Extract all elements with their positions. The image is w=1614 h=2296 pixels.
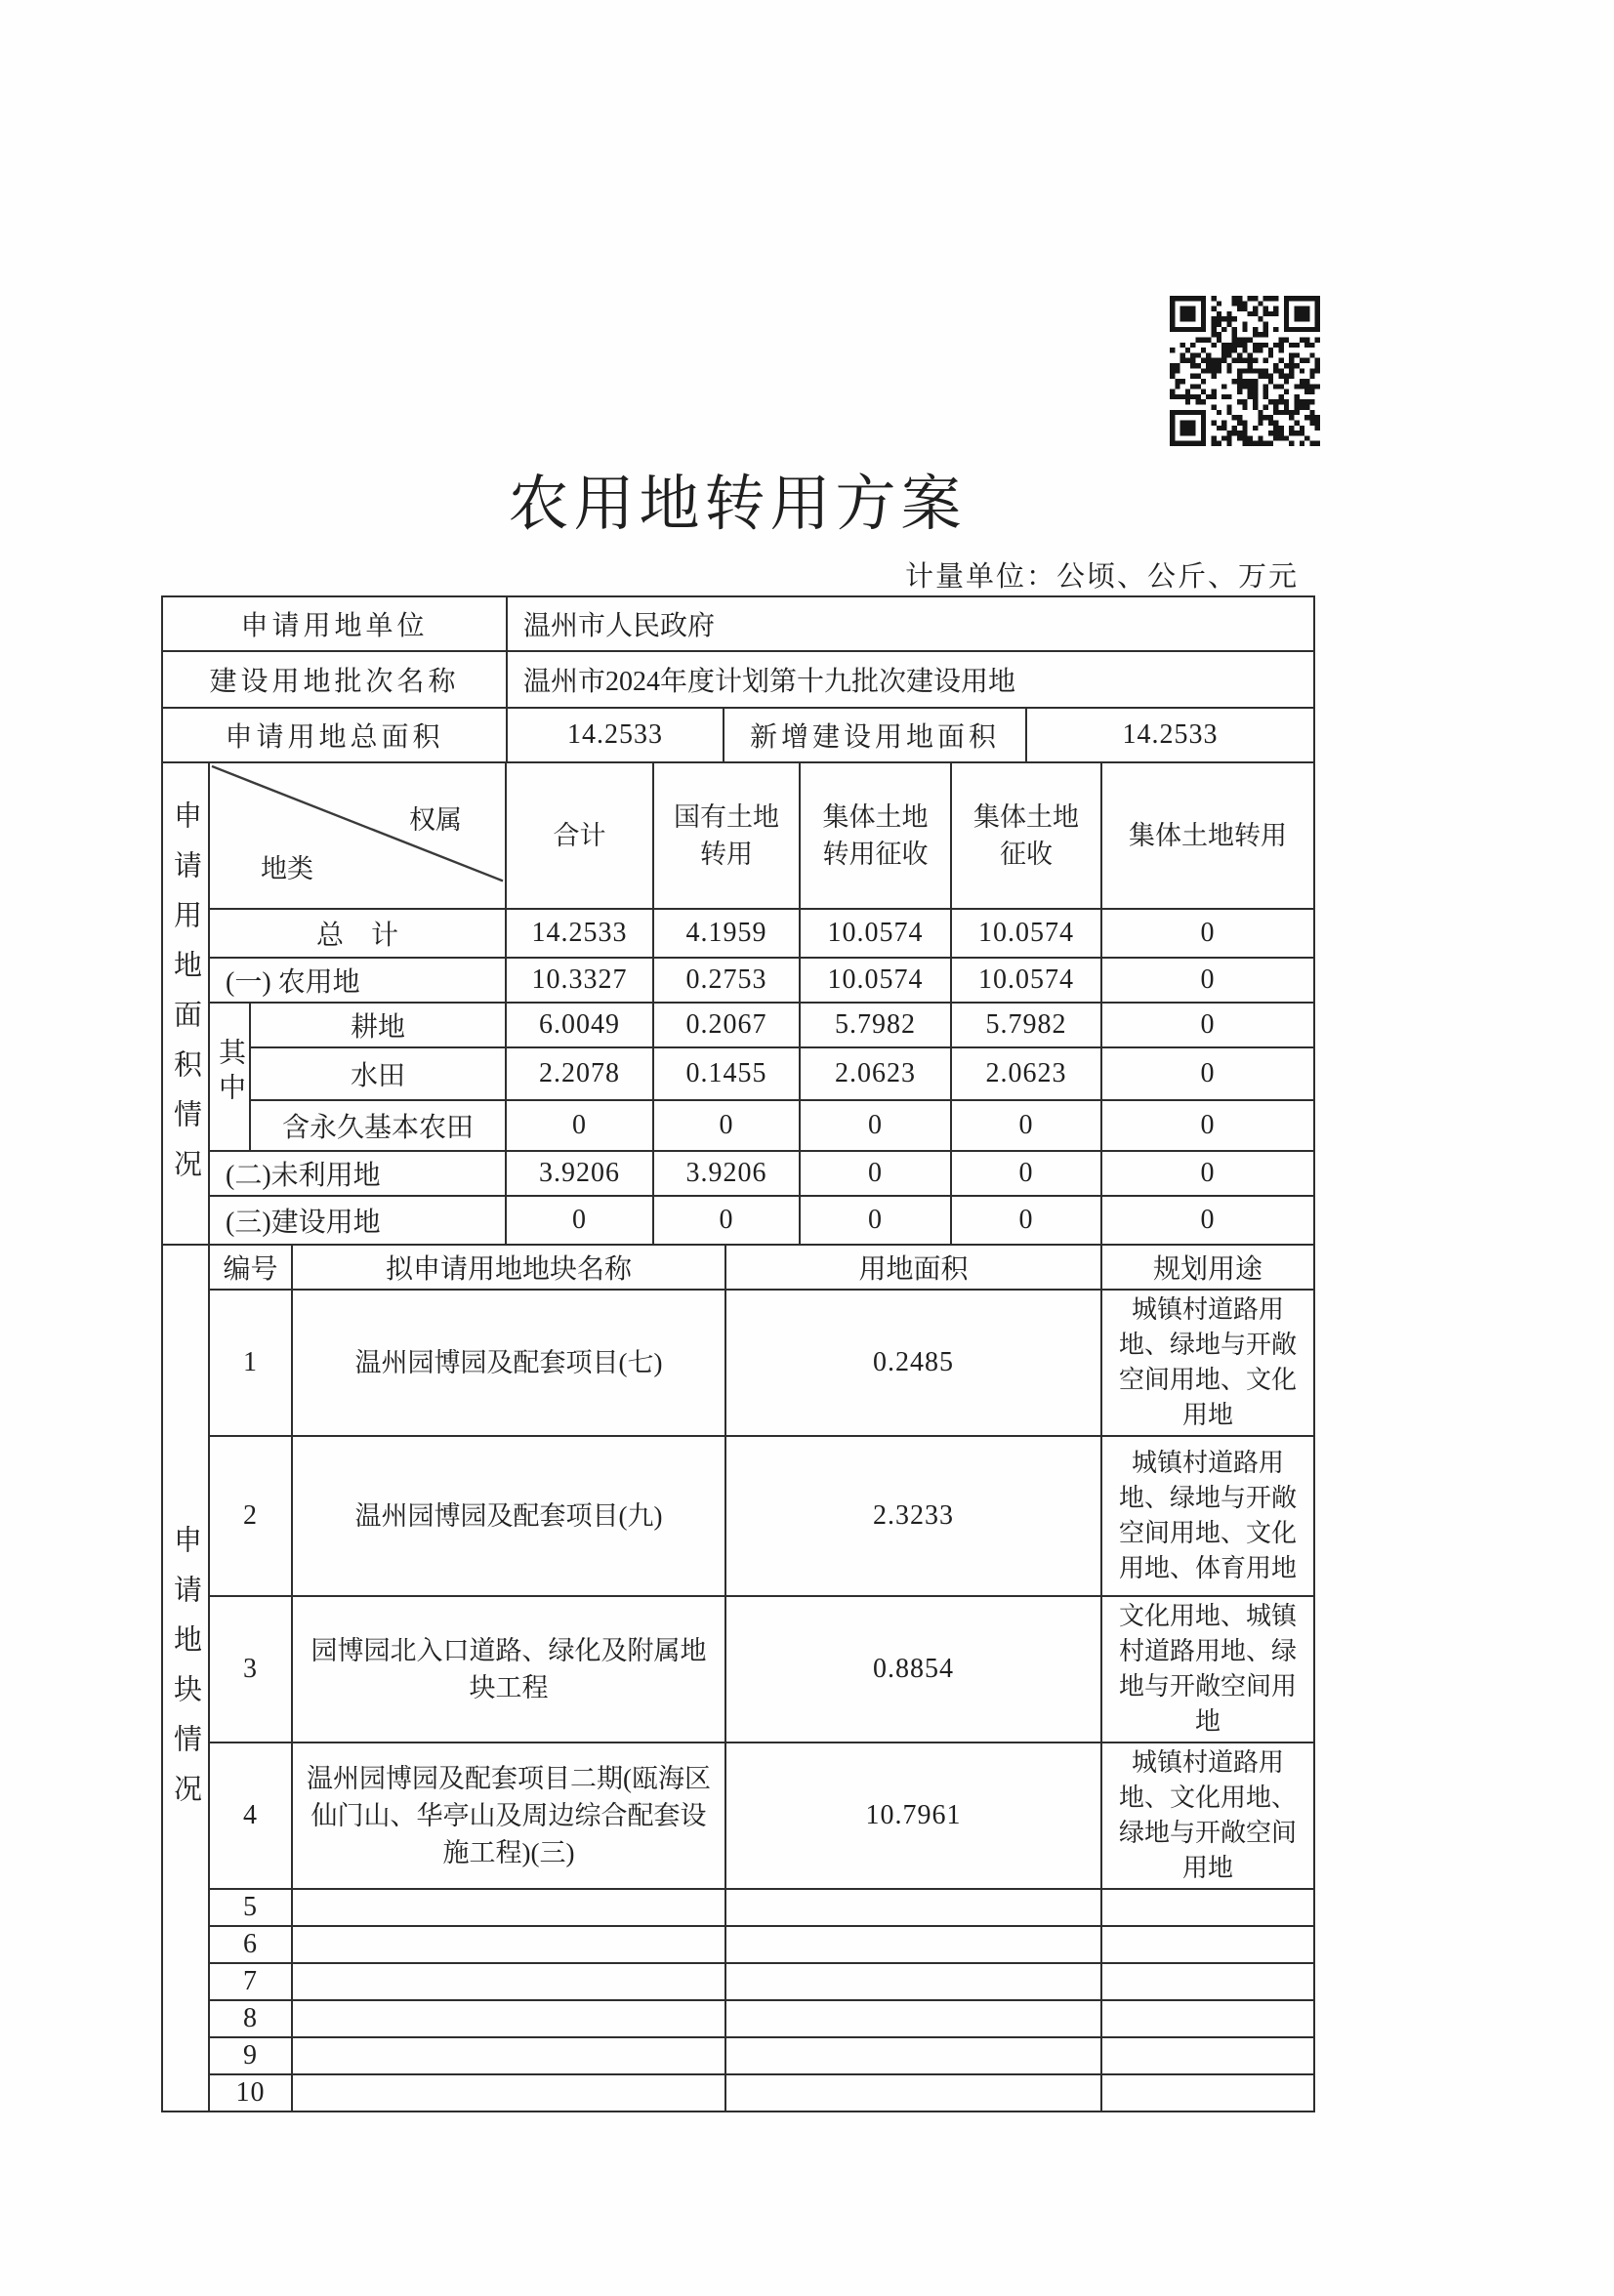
area-breakdown-table (161, 761, 1315, 1246)
plot-area: 0.2485 (725, 1290, 1101, 1436)
applicant-label: 申请用地单位 (162, 596, 507, 651)
plot-no: 7 (209, 1963, 292, 2000)
area-row-label: 耕地 (250, 1003, 506, 1047)
plot-use: 城镇村道路用地、绿地与开敞空间用地、文化用地、体育用地 (1101, 1436, 1314, 1596)
col-header-collective-transfer: 集体土地转用 (1101, 762, 1314, 909)
subgroup-label: 其中 (215, 1038, 245, 1108)
plot-no: 1 (209, 1290, 292, 1436)
plot-name: 温州园博园及配套项目二期(瓯海区仙门山、华亭山及周边综合配套设施工程)(三) (292, 1742, 725, 1889)
batch-label: 建设用地批次名称 (162, 651, 507, 708)
area-value-cell: 0.2067 (653, 1003, 800, 1047)
plot-table-sidebar (162, 1245, 209, 2112)
area-row-label: 总 计 (209, 909, 506, 958)
area-value-cell: 0 (506, 1196, 653, 1245)
plot-table (161, 1244, 1315, 2112)
area-value-cell: 10.0574 (951, 958, 1101, 1003)
batch-value: 温州市2024年度计划第十九批次建设用地 (507, 651, 1314, 708)
plot-name (292, 1889, 725, 1926)
area-value-cell: 0 (1101, 909, 1314, 958)
plot-area: 2.3233 (725, 1436, 1101, 1596)
plot-name (292, 1926, 725, 1963)
area-value-cell: 6.0049 (506, 1003, 653, 1047)
plot-area: 10.7961 (725, 1742, 1101, 1889)
area-value-cell: 14.2533 (506, 909, 653, 958)
plot-area (725, 2000, 1101, 2037)
plot-use: 文化用地、城镇村道路用地、绿地与开敞空间用地 (1101, 1596, 1314, 1742)
area-value-cell: 3.9206 (506, 1151, 653, 1196)
diagonal-header-cell (209, 762, 506, 909)
area-table-sidebar-label: 申请用地面积情况 (170, 800, 201, 1199)
plot-col-header-no: 编号 (209, 1245, 292, 1290)
area-value-cell: 0 (653, 1196, 800, 1245)
area-row-label: (二)未利用地 (209, 1151, 506, 1196)
plot-row (162, 1596, 1314, 1742)
plot-no: 8 (209, 2000, 292, 2037)
area-row-label: 水田 (250, 1047, 506, 1100)
area-row-label: (三)建设用地 (209, 1196, 506, 1245)
plot-col-header-use: 规划用途 (1101, 1245, 1314, 1290)
area-table-sidebar (162, 762, 209, 1245)
area-value-cell: 0 (1101, 958, 1314, 1003)
plot-row (162, 2037, 1314, 2074)
plot-row (162, 2074, 1314, 2112)
area-value-cell: 0 (1101, 1196, 1314, 1245)
plot-row (162, 1963, 1314, 2000)
area-value-cell: 3.9206 (653, 1151, 800, 1196)
plot-row (162, 1889, 1314, 1926)
plot-name: 温州园博园及配套项目(九) (292, 1436, 725, 1596)
plot-use (1101, 2000, 1314, 2037)
area-value-cell: 0 (1101, 1003, 1314, 1047)
plot-use (1101, 1889, 1314, 1926)
document-title: 农用地转用方案 (508, 472, 967, 538)
area-value-cell: 4.1959 (653, 909, 800, 958)
header-fields-table (161, 595, 1315, 763)
qr-code-graphic (1170, 296, 1320, 446)
plot-row (162, 1436, 1314, 1596)
plot-area: 0.8854 (725, 1596, 1101, 1742)
col-header-total: 合计 (506, 762, 653, 909)
area-value-cell: 2.0623 (800, 1047, 951, 1100)
col-header-collective-transfer-expropriation: 集体土地转用征收 (800, 762, 951, 909)
plot-name: 园博园北入口道路、绿化及附属地块工程 (292, 1596, 725, 1742)
plot-use (1101, 1963, 1314, 2000)
unit-note: 计量单位：公顷、公斤、万元 (904, 561, 1299, 593)
total-area-value: 14.2533 (507, 708, 724, 762)
area-row-label: 含永久基本农田 (250, 1100, 506, 1151)
area-value-cell: 0.2753 (653, 958, 800, 1003)
area-value-cell: 0.1455 (653, 1047, 800, 1100)
area-value-cell: 0 (653, 1100, 800, 1151)
plot-row (162, 1290, 1314, 1436)
plot-name: 温州园博园及配套项目(七) (292, 1290, 725, 1436)
area-value-cell: 0 (1101, 1047, 1314, 1100)
plot-no: 6 (209, 1926, 292, 1963)
plot-area (725, 1963, 1101, 2000)
plot-use (1101, 2037, 1314, 2074)
area-value-cell: 2.0623 (951, 1047, 1101, 1100)
col-header-state-transfer: 国有土地转用 (653, 762, 800, 909)
plot-row (162, 2000, 1314, 2037)
form-sheet (161, 595, 1313, 2112)
plot-use (1101, 2074, 1314, 2112)
area-value-cell: 10.0574 (800, 909, 951, 958)
plot-no: 3 (209, 1596, 292, 1742)
plot-col-header-area: 用地面积 (725, 1245, 1101, 1290)
plot-row (162, 1926, 1314, 1963)
plot-row (162, 1742, 1314, 1889)
area-value-cell: 0 (951, 1151, 1101, 1196)
area-value-cell: 5.7982 (951, 1003, 1101, 1047)
plot-area (725, 1889, 1101, 1926)
qr-code (1170, 296, 1320, 446)
plot-use: 城镇村道路用地、绿地与开敞空间用地、文化用地 (1101, 1290, 1314, 1436)
new-area-value: 14.2533 (1026, 708, 1314, 762)
area-value-cell: 0 (1101, 1100, 1314, 1151)
plot-no: 9 (209, 2037, 292, 2074)
total-area-label: 申请用地总面积 (162, 708, 507, 762)
area-value-cell: 10.0574 (951, 909, 1101, 958)
area-value-cell: 10.3327 (506, 958, 653, 1003)
plot-name (292, 2000, 725, 2037)
diagonal-label-ownership: 权属 (409, 805, 462, 835)
area-value-cell: 10.0574 (800, 958, 951, 1003)
plot-no: 4 (209, 1742, 292, 1889)
plot-area (725, 1926, 1101, 1963)
plot-col-header-name: 拟申请用地地块名称 (292, 1245, 725, 1290)
area-value-cell: 5.7982 (800, 1003, 951, 1047)
plot-use: 城镇村道路用地、文化用地、绿地与开敞空间用地 (1101, 1742, 1314, 1889)
area-value-cell: 0 (951, 1100, 1101, 1151)
plot-use (1101, 1926, 1314, 1963)
area-value-cell: 0 (800, 1196, 951, 1245)
area-value-cell: 2.2078 (506, 1047, 653, 1100)
plot-name (292, 2037, 725, 2074)
plot-no: 10 (209, 2074, 292, 2112)
diagonal-label-landtype: 地类 (261, 854, 313, 883)
area-value-cell: 0 (951, 1196, 1101, 1245)
subgroup-cell (209, 1003, 250, 1151)
col-header-collective-expropriation: 集体土地征收 (951, 762, 1101, 909)
plot-area (725, 2074, 1101, 2112)
area-value-cell: 0 (800, 1100, 951, 1151)
area-value-cell: 0 (506, 1100, 653, 1151)
plot-no: 2 (209, 1436, 292, 1596)
plot-area (725, 2037, 1101, 2074)
new-area-label: 新增建设用地面积 (724, 708, 1026, 762)
plot-no: 5 (209, 1889, 292, 1926)
area-row-label: (一) 农用地 (209, 958, 506, 1003)
area-value-cell: 0 (1101, 1151, 1314, 1196)
plot-table-sidebar-label: 申请地块情况 (170, 1525, 201, 1824)
plot-name (292, 1963, 725, 2000)
area-value-cell: 0 (800, 1151, 951, 1196)
plot-name (292, 2074, 725, 2112)
applicant-value: 温州市人民政府 (507, 596, 1314, 651)
